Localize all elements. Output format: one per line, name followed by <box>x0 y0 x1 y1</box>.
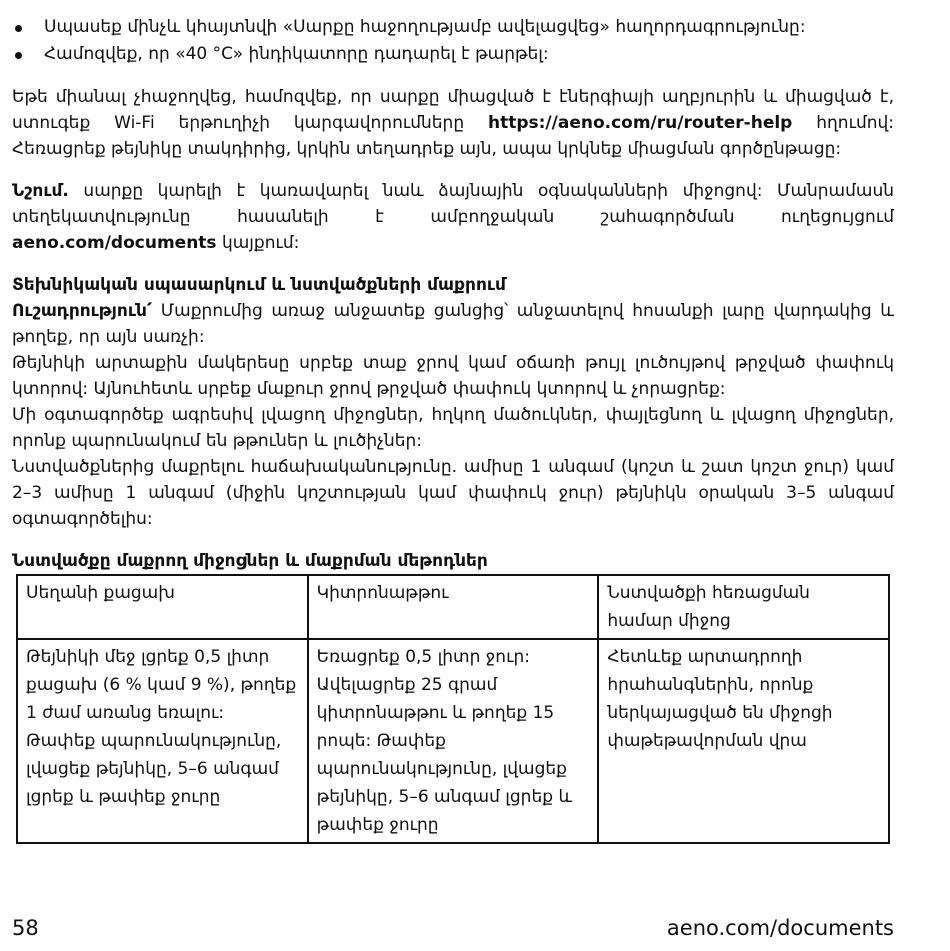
paragraph-text: Եթե միանալ չհաջողվեց, համոզվեք, որ սարքը միացված է էներգիայի աղբյուրին և միացված է, ստուգեք Wi-Fi երթուղիչի կարգավորումները <box>12 87 894 133</box>
table-header-row <box>17 575 889 639</box>
list-item: Սպասեք մինչև կհայտնվի «Սարքը հաջողությամբ ավելացվեց» հաղորդագրությունը: <box>12 14 894 41</box>
table-header-cell: Սեղանի քացախ <box>17 575 308 639</box>
care-paragraph: Թեյնիկի արտաքին մակերեսը սրբեք տաք ջրով կամ օճառի թույլ լուծույթով թրջված փափուկ կտորով: Այնուհետև սրբեք մաքուր ջրով թրջված փափուկ կտորով և չորացրեք: <box>12 353 894 399</box>
document-page <box>12 14 894 844</box>
note-label: Նշում. <box>12 181 69 201</box>
note-text: սարքը կարելի է կառավարել նաև ձայնային օգնականների միջոցով: Մանրամասն տեղեկատվությունը հասանելի է ամբողջական շահագործման ուղեցույցում <box>12 181 895 227</box>
table-heading: Նստվածքը մաքրող միջոցներ և մաքրման մեթոդներ <box>12 551 488 571</box>
table-cell: Թեյնիկի մեջ լցրեք 0,5 լիտր քացախ (6 % կամ 9 %), թողեք 1 ժամ առանց եռալու: Թափեք պարունակությունը, լվացեք թեյնիկը, 5–6 անգամ լցրեք և թափեք ջուրը <box>17 639 308 843</box>
table-row <box>17 639 889 843</box>
list-item: Համոզվեք, որ «40 °C» ինդիկատորը դադարել է թարթել: <box>12 41 894 68</box>
instruction-list <box>12 14 894 68</box>
table-header-cell: Նստվածքի հեռացման համար միջոց <box>598 575 889 639</box>
connection-troubleshoot-paragraph <box>12 84 894 162</box>
warning-paragraph <box>12 298 894 350</box>
care-paragraph: Մի օգտագործեք ագրեսիվ լվացող միջոցներ, հղկող մածուկներ, փայլեցնող և լվացող միջոցներ, որոնք պարունակում են թթուներ և լուծիչներ: <box>12 405 894 451</box>
paragraph-text: հղումով: Հեռացրեք թեյնիկը տակդիրից, կրկին տեղադրեք այն, ապա կրկնեք միացման գործընթացը: <box>12 113 895 159</box>
voice-assistant-note <box>12 178 894 256</box>
table-header-cell: Կիտրոնաթթու <box>308 575 599 639</box>
table-cell: Հետևեք արտադրողի հրահանգներին, որոնք ներկայացված են միջոցի փաթեթավորման վրա <box>598 639 889 843</box>
table-cell: Եռացրեք 0,5 լիտր ջուր: Ավելացրեք 25 գրամ կիտրոնաթթու և թողեք 15 րոպե: Թափեք պարունակությունը, լվացեք թեյնիկը, 5–6 անգամ լցրեք և թափեք ջուրը <box>308 639 599 843</box>
descaling-table <box>16 574 890 844</box>
care-heading: Տեխնիկական սպասարկում և նստվածքների մաքրում <box>12 275 506 295</box>
warning-text: Մաքրումից առաջ անջատեք ցանցից՝ անջատելով հոսանքի լարը վարդակից և թողեք, որ այն սառչի: <box>12 301 894 347</box>
warning-label: Ուշադրություն՛ <box>12 301 153 321</box>
router-help-link[interactable]: https://aeno.com/ru/router-help <box>487 113 793 133</box>
note-text: կայքում: <box>221 233 300 253</box>
footer-site: aeno.com/documents <box>666 916 894 940</box>
page-number: 58 <box>12 916 39 940</box>
care-paragraph: Նստվածքներից մաքրելու հաճախականությունը. ամիսը 1 անգամ (կոշտ և շատ կոշտ ջուր) կամ 2–3 ամիսը 1 անգամ (միջին կոշտության կամ փափուկ ջուր) թեյնիկն օրական 3–5 անգամ օգտագործելիս: <box>12 457 894 529</box>
documents-link[interactable]: aeno.com/documents <box>12 233 217 253</box>
